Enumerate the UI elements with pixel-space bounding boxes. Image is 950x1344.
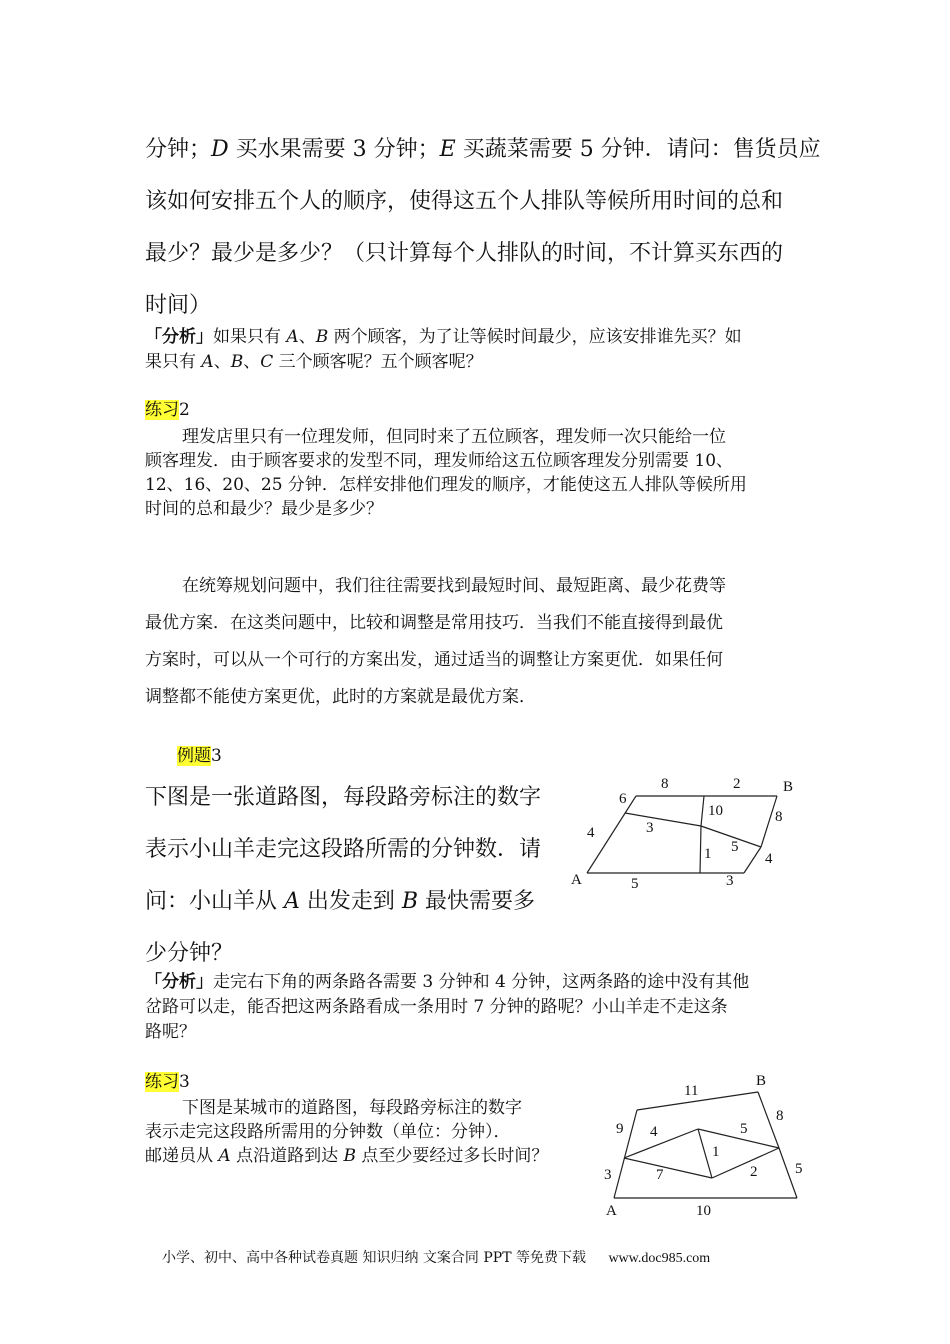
analysis-2-line-3: 路呢？ [145, 1022, 196, 1042]
fig2-edge-label: 7 [656, 1167, 664, 1183]
intro-line-2: 该如何安排五个人的顺序，使得这五个人排队等候所用时间的总和 [145, 189, 784, 214]
fig2-road [698, 1129, 779, 1148]
example-3-line-2: 表示小山羊走完这段路所需的分钟数．请 [145, 837, 542, 862]
fig2-edge-label: 2 [750, 1164, 758, 1180]
practice-3-heading: 练习3 [145, 1072, 190, 1092]
intro-line-1: 分钟；D 买水果需要 3 分钟；E 买蔬菜需要 5 分钟．请问：售货员应 [145, 137, 821, 162]
summary-line-1: 在统筹规划问题中，我们往往需要找到最短时间、最短距离、最少花费等 [182, 576, 726, 596]
road-map-figure-1 [560, 770, 820, 900]
fig1-road [625, 813, 701, 826]
example-3-heading: 例题3 [177, 746, 222, 766]
fig2-edge-label: 8 [776, 1108, 784, 1124]
fig2-edge-label: 9 [616, 1121, 624, 1137]
practice-3-body [145, 1096, 595, 1168]
example-3-line-3: 问：小山羊从 A 出发走到 B 最快需要多 [145, 889, 536, 914]
summary-line-3: 方案时，可以从一个可行的方案出发，通过适当的调整让方案更优．如果任何 [145, 650, 723, 670]
fig1-road [744, 847, 761, 873]
practice-3-line-1: 下图是某城市的道路图，每段路旁标注的数字 [182, 1098, 522, 1118]
analysis-2 [145, 970, 815, 1045]
fig2-edge-label: 5 [795, 1161, 803, 1177]
practice-2-line-1: 理发店里只有一位理发师，但同时来了五位顾客，理发师一次只能给一位 [182, 427, 726, 447]
analysis-1 [145, 325, 815, 375]
fig2-edge-label: 1 [712, 1144, 720, 1160]
analysis-2-line-2: 岔路可以走，能否把这两条路看成一条用时 7 分钟的路呢？小山羊走不走这条 [145, 997, 728, 1017]
fig1-edge-label: 10 [708, 803, 723, 819]
practice-label: 练习 [145, 400, 179, 420]
fig2-edge-label: 3 [604, 1167, 612, 1183]
fig2-road [712, 1148, 779, 1178]
fig1-edge-label: 6 [619, 791, 627, 807]
fig2-edge-label: 10 [696, 1203, 711, 1219]
analysis-1-line-1: 「分析」如果只有 A、B 两个顾客，为了让等候时间最少，应该安排谁先买？如 [145, 327, 742, 347]
fig1-edge-label: 8 [661, 776, 669, 792]
example-3-body [145, 772, 575, 980]
footer-url[interactable]: www.doc985.com [608, 1251, 711, 1266]
fig1-edge-label: 1 [704, 846, 712, 862]
practice-3-line-3: 邮递员从 A 点沿道路到达 B 点至少要经过多长时间？ [145, 1146, 549, 1166]
fig1-edge-label: 8 [775, 809, 783, 825]
fig2-edge-label: 4 [650, 1124, 658, 1140]
example-3-line-4: 少分钟？ [145, 941, 234, 966]
footer-text: 小学、初中、高中各种试卷真题 知识归纳 文案合同 PPT 等免费下载 [162, 1250, 586, 1266]
practice-2-line-4: 时间的总和最少？最少是多少？ [145, 499, 383, 519]
road-map-figure-2 [595, 1065, 815, 1225]
fig2-road [624, 1158, 712, 1178]
fig2-point-a: A [606, 1203, 617, 1219]
example-3-line-1: 下图是一张道路图，每段路旁标注的数字 [145, 785, 542, 810]
fig1-edge-label: 5 [631, 876, 639, 892]
analysis-1-line-2: 果只有 A、B、C 三个顾客呢？五个顾客呢？ [145, 352, 483, 372]
fig1-point-a: A [571, 872, 582, 888]
fig1-edge-label: 5 [731, 839, 739, 855]
practice-3-line-2: 表示走完这段路所需用的分钟数（单位：分钟）． [145, 1122, 511, 1142]
fig1-edge-label: 4 [765, 851, 773, 867]
practice-2-heading: 练习2 [145, 400, 190, 420]
fig1-road [700, 826, 701, 873]
analysis-tag: 「分析」 [145, 972, 213, 992]
intro-paragraph [145, 124, 825, 332]
page-footer [162, 1247, 822, 1267]
fig1-point-b: B [783, 779, 794, 795]
fig1-road [701, 796, 704, 826]
fig2-point-b: B [756, 1073, 767, 1089]
practice-2-line-2: 顾客理发．由于顾客要求的发型不同，理发师给这五位顾客理发分别需要 10、 [145, 451, 734, 471]
fig2-edge-label: 11 [684, 1083, 699, 1099]
analysis-2-line-1: 「分析」走完右下角的两条路各需要 3 分钟和 4 分钟，这两条路的途中没有其他 [145, 972, 750, 992]
practice-2-body [145, 425, 815, 521]
intro-line-3: 最少？最少是多少？（只计算每个人排队的时间，不计算买东西的 [145, 241, 784, 266]
intro-line-4: 时间） [145, 293, 212, 318]
fig2-edge-label: 5 [740, 1121, 748, 1137]
practice-label: 练习 [145, 1072, 179, 1092]
summary-paragraph [145, 568, 815, 716]
fig2-road [698, 1129, 712, 1178]
fig1-edge-label: 4 [587, 825, 595, 841]
fig1-edge-label: 2 [733, 776, 741, 792]
practice-2-line-3: 12、16、20、25 分钟．怎样安排他们理发的顺序，才能使这五人排队等候所用 [145, 475, 747, 495]
fig1-edge-label: 3 [726, 873, 734, 889]
example-label: 例题 [177, 746, 211, 766]
summary-line-4: 调整都不能使方案更优，此时的方案就是最优方案． [145, 687, 536, 707]
analysis-tag: 「分析」 [145, 327, 213, 347]
summary-line-2: 最优方案．在这类问题中，比较和调整是常用技巧．当我们不能直接得到最优 [145, 613, 723, 633]
fig2-road [624, 1129, 698, 1158]
fig1-edge-label: 3 [646, 820, 654, 836]
